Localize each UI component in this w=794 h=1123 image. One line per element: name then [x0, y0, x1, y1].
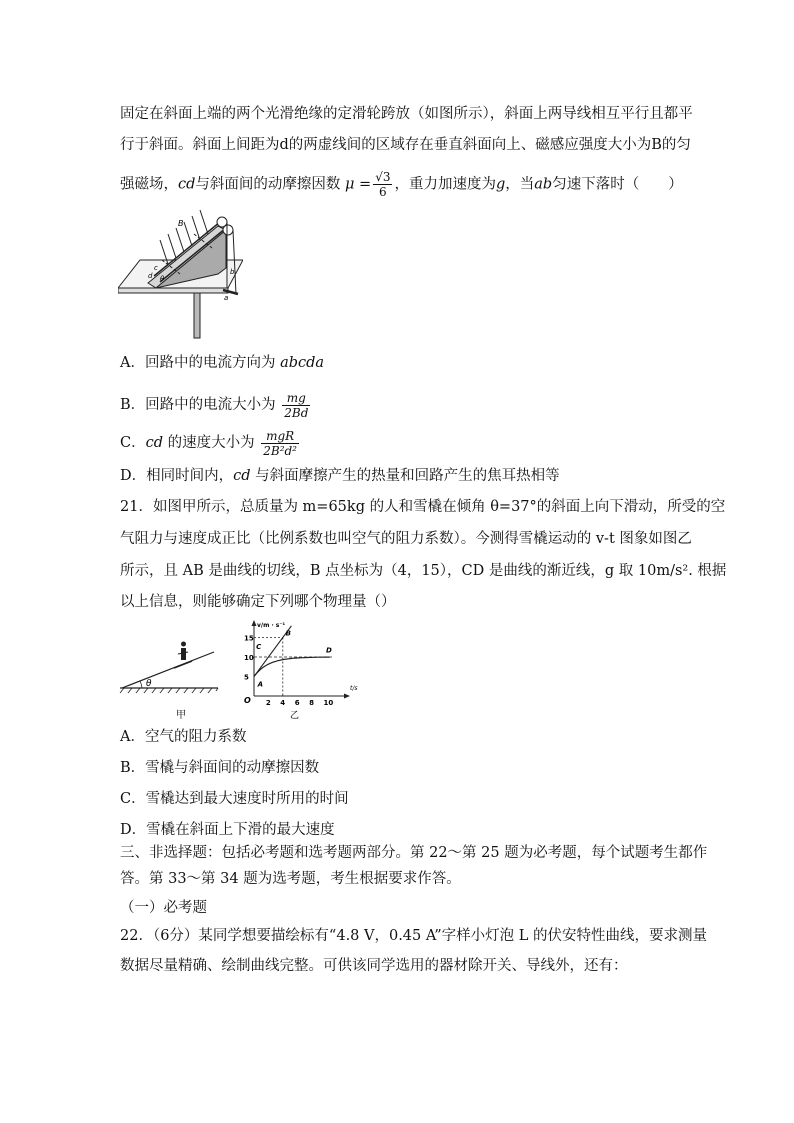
- theta-label: θ: [146, 679, 152, 689]
- y-axis-arrow: [252, 620, 257, 626]
- x-tick-label-6: 6: [294, 699, 300, 707]
- q20-option-c: [120, 428, 301, 458]
- field-arrow-3: [176, 228, 184, 252]
- option-b-fraction: [282, 391, 310, 420]
- section3-heading: （一）必考题: [120, 900, 207, 916]
- g-symbol: g: [495, 176, 506, 193]
- q20-line-3-e: 匀速下落时（ ）: [552, 176, 683, 193]
- option-c-text: 的速度大小为: [163, 435, 260, 451]
- x-axis-label: t/s: [350, 685, 358, 692]
- q20-line-2: 行于斜面。斜面上间距为d的两虚线间的区域存在垂直斜面向上、磁感应强度大小为B的匀: [120, 137, 691, 153]
- x-tick-label-10: 10: [323, 699, 334, 707]
- q20-line-3: [120, 170, 683, 199]
- option-b-denominator: 2Bd: [284, 405, 309, 420]
- option-c-numerator: mgR: [261, 429, 299, 444]
- q21-option-a: A．空气的阻力系数: [120, 729, 247, 745]
- angle-arc: [140, 681, 142, 688]
- label-b: b: [230, 268, 235, 276]
- q21-option-d: D．雪橇在斜面上下滑的最大速度: [120, 822, 335, 838]
- q20-line-3-c: ，重力加速度为: [394, 176, 496, 193]
- q21-line-2: 气阻力与速度成正比（比例系数也叫空气的阻力系数）。今测得雪橇运动的 v-t 图象如图乙: [120, 531, 692, 547]
- q20-option-d: [120, 466, 560, 486]
- x-tick-label-4: 4: [280, 699, 286, 707]
- y-tick-label-10: 10: [244, 654, 254, 662]
- option-c-denominator: 2B²d²: [263, 443, 297, 458]
- option-a-value: abcda: [280, 355, 325, 371]
- q20-line-3-b: 与斜面间的动摩擦因数: [195, 176, 346, 193]
- q20-line-3-a: 强磁场，: [120, 176, 178, 193]
- point-label-C: C: [256, 643, 262, 652]
- field-arrow-2: [168, 234, 176, 258]
- label-c: c: [154, 264, 158, 272]
- q20-line-3-d: ，当: [505, 176, 535, 193]
- point-label-B: B: [285, 629, 292, 638]
- q21-option-b: B．雪橇与斜面间的动摩擦因数: [120, 760, 320, 776]
- q20-line-1: 固定在斜面上端的两个光滑绝缘的定滑轮跨放（如图所示），斜面上两导线相互平行且都平: [120, 106, 693, 122]
- option-c-prefix: C．: [120, 435, 146, 451]
- q21-figure-yi: [222, 618, 362, 722]
- y-tick-label-15: 15: [244, 634, 254, 643]
- x-tick-label-2: 2: [265, 699, 271, 707]
- field-arrow-4: [184, 222, 192, 246]
- ground-hatch: [120, 688, 218, 693]
- table-edge: [118, 288, 228, 293]
- caption-jia: 甲: [176, 710, 186, 721]
- label-theta: θ: [160, 275, 165, 283]
- option-c-fraction: [261, 429, 299, 458]
- caption-yi: 乙: [290, 711, 300, 721]
- q21-line-3: 所示，且 AB 是曲线的切线，B 点坐标为（4，15），CD 是曲线的渐近线，g 取 10m/s². 根据: [120, 563, 727, 579]
- option-b-text: B．回路中的电流大小为: [120, 397, 281, 413]
- pulley-2: [223, 225, 233, 235]
- point-label-D: D: [326, 646, 332, 655]
- origin-label: O: [244, 696, 251, 705]
- x-axis-arrow: [344, 694, 350, 699]
- option-b-numerator: mg: [282, 391, 310, 406]
- y-tick-label-5: 5: [244, 673, 249, 682]
- mu-fraction: [373, 170, 392, 199]
- slope-line: [122, 652, 214, 688]
- q20-incline-figure: [118, 208, 243, 340]
- option-a-text: A．回路中的电流方向为: [120, 355, 281, 371]
- q21-line-4: 以上信息，则能够确定下列哪个物理量（）: [120, 594, 396, 610]
- mu-denominator: 6: [379, 185, 387, 199]
- option-c-cd: cd: [145, 435, 164, 451]
- q21-line-1: 21．如图甲所示，总质量为 m=65kg 的人和雪橇在倾角 θ=37°的斜面上向下滑动，所受的空: [120, 499, 726, 515]
- label-a: a: [224, 294, 229, 302]
- q20-ab: ab: [534, 176, 553, 193]
- option-d-prefix: D．相同时间内，: [120, 468, 234, 484]
- q20-option-b: [120, 390, 312, 420]
- mu-numerator: √3: [375, 170, 391, 184]
- label-d: d: [148, 272, 153, 280]
- point-label-A: A: [257, 680, 264, 689]
- q22-line-1: 22．（6分）某同学想要描绘标有“4.8 V，0.45 A”字样小灯泡 L 的伏安特性曲线，要求测量: [120, 928, 707, 944]
- field-arrow-6: [200, 210, 208, 234]
- section3-line-1: 三、非选择题：包括必考题和选考题两部分。第 22～第 25 题为必考题，每个试题考生都作: [120, 845, 708, 861]
- q21-option-c: C．雪橇达到最大速度时所用的时间: [120, 791, 349, 807]
- x-tick-label-8: 8: [309, 699, 314, 707]
- option-d-cd: cd: [233, 468, 251, 484]
- y-axis-label: v/m · s⁻¹: [257, 622, 286, 629]
- mu-symbol: μ =: [345, 176, 372, 193]
- q21-figure-jia: [118, 630, 223, 722]
- field-arrow-5: [192, 216, 200, 240]
- q20-cd: cd: [178, 176, 196, 193]
- q22-line-2: 数据尽量精确、绘制曲线完整。可供该同学选用的器材除开关、导线外，还有：: [120, 958, 628, 974]
- option-d-text: 与斜面摩擦产生的热量和回路产生的焦耳热相等: [250, 468, 560, 484]
- q20-option-a: [120, 353, 324, 373]
- section3-line-2: 答。第 33～第 34 题为选考题，考生根据要求作答。: [120, 871, 461, 887]
- table-leg: [194, 293, 200, 338]
- label-B: B: [178, 219, 184, 228]
- vt-curve: [254, 657, 330, 676]
- skier-icon: [174, 642, 192, 669]
